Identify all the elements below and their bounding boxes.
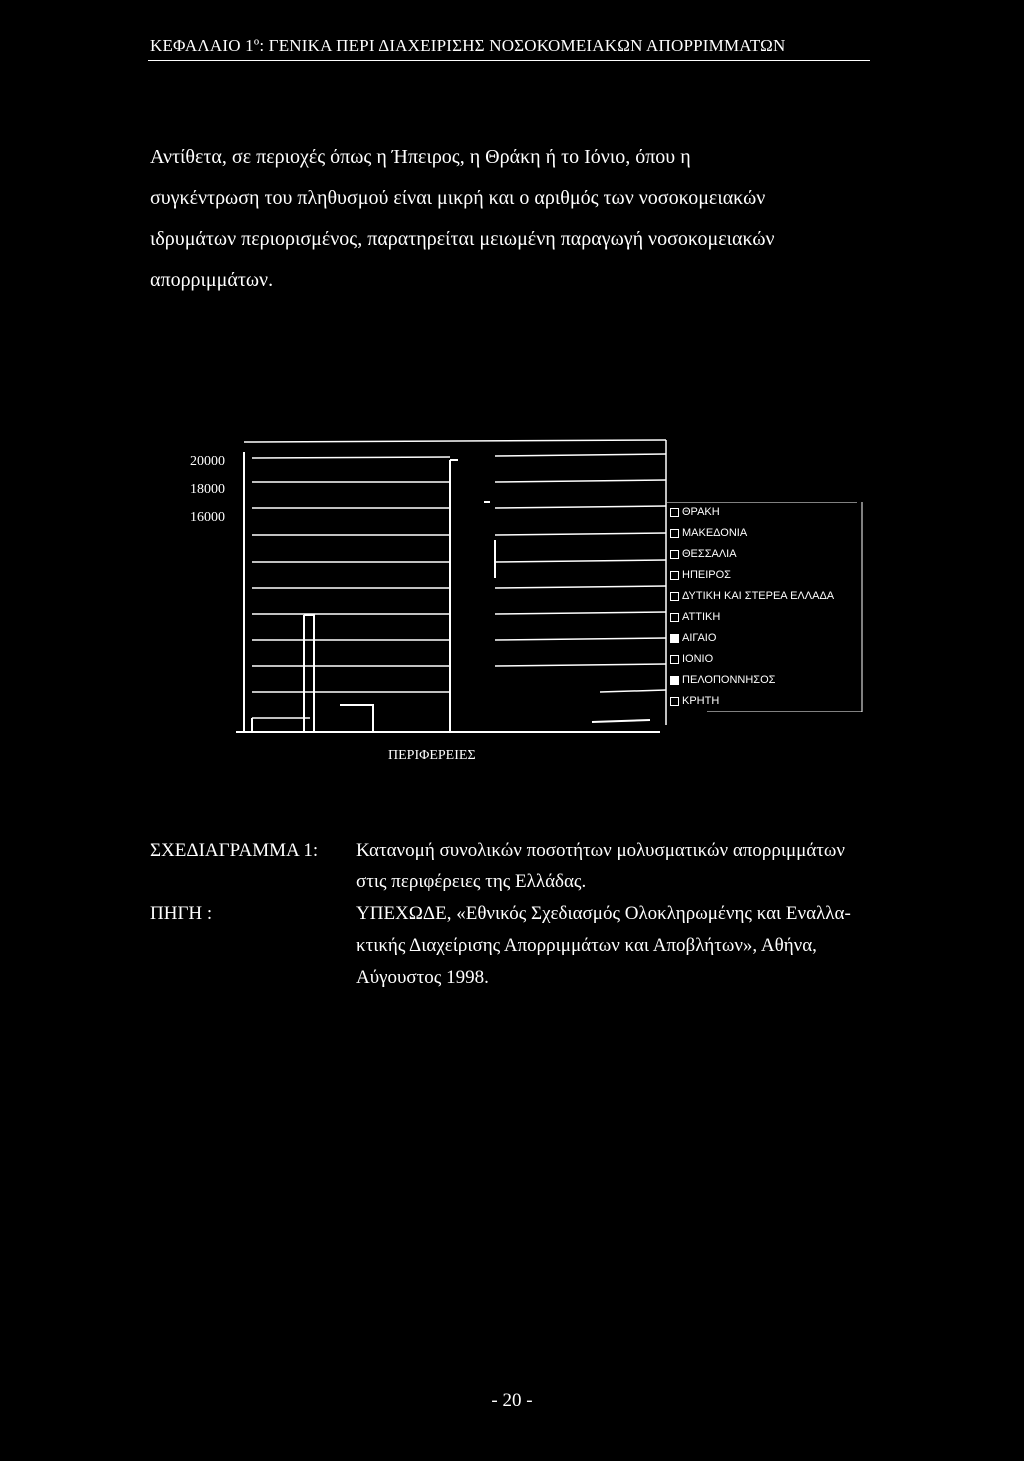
chart-legend xyxy=(667,502,867,712)
legend-swatch xyxy=(670,592,679,601)
legend-swatch xyxy=(670,655,679,664)
diagram-label: ΣΧΕΔΙΑΓΡΑΜΜΑ 1: xyxy=(150,840,319,861)
legend-swatch xyxy=(670,529,679,538)
diagram-text: στις περιφέρειες της Ελλάδας. xyxy=(356,871,587,892)
legend-swatch xyxy=(670,676,679,685)
legend-swatch xyxy=(670,697,679,706)
body-paragraph xyxy=(150,137,885,301)
y-tick-label: 18000 xyxy=(190,482,225,497)
legend-swatch xyxy=(670,634,679,643)
legend-swatch xyxy=(670,571,679,580)
legend-item: ΚΡΗΤΗ xyxy=(670,695,719,707)
header-rule xyxy=(148,60,870,61)
paragraph-line: συγκέντρωση του πληθυσμού είναι μικρή και ο αριθμός των νοσοκομειακών xyxy=(150,187,766,209)
legend-item: ΠΕΛΟΠΟΝΝΗΣΟΣ xyxy=(670,674,775,686)
y-tick-label: 16000 xyxy=(190,510,225,525)
x-axis-label: ΠΕΡΙΦΕΡΕΙΕΣ xyxy=(388,748,476,763)
legend-item: ΗΠΕΙΡΟΣ xyxy=(670,569,731,581)
bar-outline xyxy=(340,705,373,732)
paragraph-line: απορριμμάτων. xyxy=(150,269,274,291)
legend-item: ΑΙΓΑΙΟ xyxy=(670,632,716,644)
y-tick-label: 20000 xyxy=(190,454,225,469)
bar-outline xyxy=(304,615,314,732)
legend-item: ΘΕΣΣΑΛΙΑ xyxy=(670,548,737,560)
legend-item: ΑΤΤΙΚΗ xyxy=(670,611,720,623)
legend-swatch xyxy=(670,613,679,622)
page-number: - 20 - xyxy=(491,1390,533,1411)
legend-item: ΘΡΑΚΗ xyxy=(670,506,720,518)
source-text: κτικής Διαχείρισης Απορριμμάτων και Αποβλήτων», Αθήνα, xyxy=(356,935,817,956)
chart xyxy=(180,430,880,770)
legend-swatch xyxy=(670,550,679,559)
bar-outline xyxy=(592,720,650,722)
top-border xyxy=(244,440,666,442)
legend-item: ΜΑΚΕΔΟΝΙΑ xyxy=(670,527,747,539)
diagram-text: Κατανομή συνολικών ποσοτήτων μολυσματικών απορριμμάτων xyxy=(356,840,846,861)
paragraph-line: ιδρυμάτων περιορισμένος, παρατηρείται μειωμένη παραγωγή νοσοκομειακών xyxy=(150,228,775,250)
source-label: ΠΗΓΗ : xyxy=(150,903,213,924)
chapter-title: ΚΕΦΑΛΑΙΟ 1º: ΓΕΝΙΚΑ ΠΕΡΙ ΔΙΑΧΕΙΡΙΣΗΣ ΝΟΣΟΚΟΜΕΙΑΚΩΝ ΑΠΟΡΡΙΜΜΑΤΩΝ xyxy=(150,36,786,55)
source-text: Αύγουστος 1998. xyxy=(356,967,489,988)
legend-swatch xyxy=(670,508,679,517)
source-text: ΥΠΕΧΩΔΕ, «Εθνικός Σχεδιασμός Ολοκληρωμένης και Εναλλα- xyxy=(356,903,851,924)
paragraph-line: Αντίθετα, σε περιοχές όπως η Ήπειρος, η Θράκη ή το Ιόνιο, όπου η xyxy=(150,146,691,168)
bars xyxy=(252,460,650,732)
legend-item: ΙΟΝΙΟ xyxy=(670,653,713,665)
legend-item: ΔΥΤΙΚΗ ΚΑΙ ΣΤΕΡΕΑ ΕΛΛΑΔΑ xyxy=(670,590,834,602)
